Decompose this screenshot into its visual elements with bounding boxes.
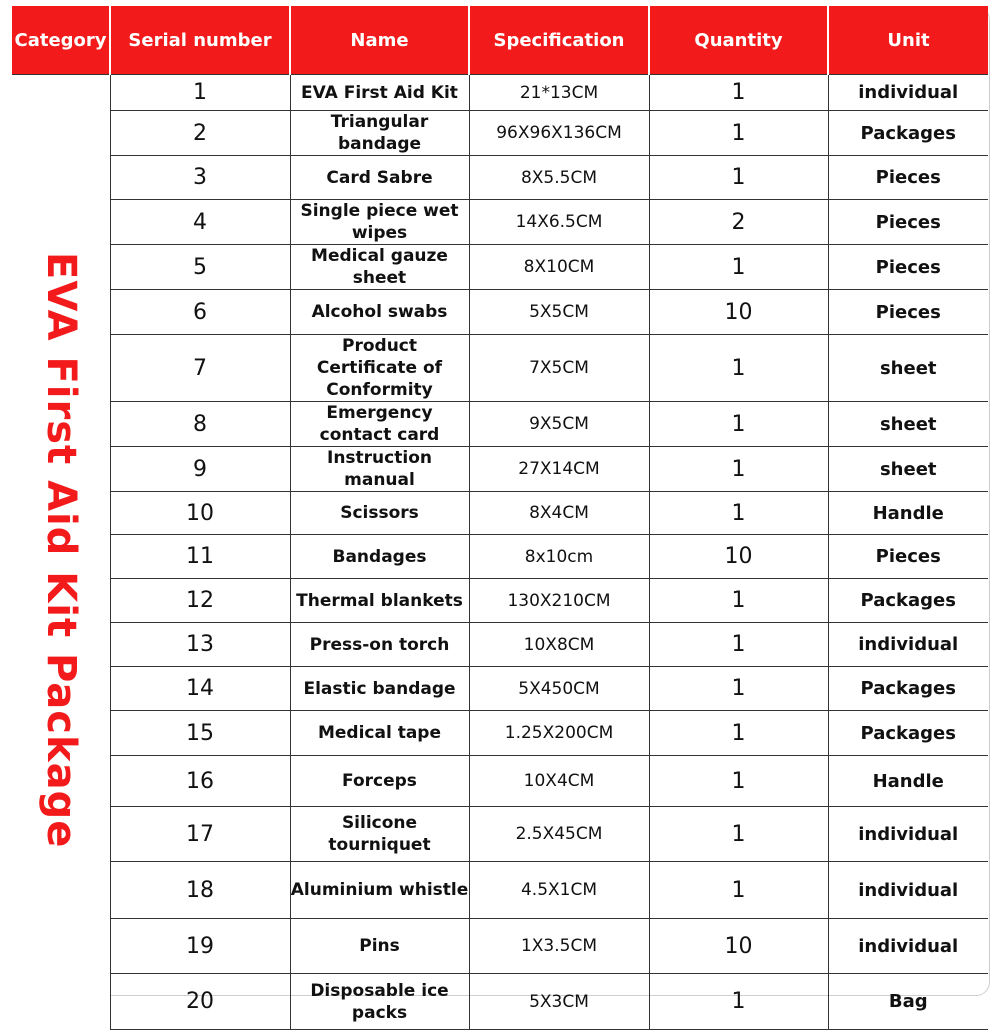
specification-cell: 10X8CM <box>469 623 649 667</box>
unit-cell: sheet <box>828 402 988 447</box>
serial-number-cell: 5 <box>110 245 290 290</box>
product-table <box>12 6 988 1030</box>
unit-cell: Pieces <box>828 200 988 245</box>
quantity-cell: 1 <box>649 756 828 807</box>
unit-cell: Pieces <box>828 156 988 200</box>
header-unit: Unit <box>828 6 988 75</box>
name-cell: Press-on torch <box>290 623 469 667</box>
specification-cell: 8X4CM <box>469 492 649 535</box>
specification-cell: 1X3.5CM <box>469 919 649 974</box>
table-row <box>12 579 988 623</box>
table-row <box>12 862 988 919</box>
unit-cell: Packages <box>828 111 988 156</box>
name-cell: Emergency contact card <box>290 402 469 447</box>
serial-number-cell: 20 <box>110 974 290 1030</box>
table-row <box>12 245 988 290</box>
serial-number-cell: 14 <box>110 667 290 711</box>
serial-number-cell: 1 <box>110 75 290 111</box>
header-category: Category <box>12 6 110 75</box>
name-cell: Single piece wet wipes <box>290 200 469 245</box>
quantity-cell: 1 <box>649 335 828 402</box>
name-cell: Medical tape <box>290 711 469 756</box>
quantity-cell: 1 <box>649 711 828 756</box>
unit-cell: sheet <box>828 335 988 402</box>
quantity-cell: 1 <box>649 111 828 156</box>
quantity-cell: 1 <box>649 667 828 711</box>
category-label: EVA First Aid Kit Package <box>37 252 84 849</box>
name-cell: Instruction manual <box>290 447 469 492</box>
unit-cell: Packages <box>828 579 988 623</box>
specification-cell: 10X4CM <box>469 756 649 807</box>
table-row <box>12 756 988 807</box>
table-row <box>12 111 988 156</box>
table-row <box>12 447 988 492</box>
name-cell: Alcohol swabs <box>290 290 469 335</box>
quantity-cell: 1 <box>649 402 828 447</box>
serial-number-cell: 19 <box>110 919 290 974</box>
header-serial-number: Serial number <box>110 6 290 75</box>
unit-cell: Packages <box>828 667 988 711</box>
table-row <box>12 623 988 667</box>
table-row <box>12 200 988 245</box>
header-name: Name <box>290 6 469 75</box>
unit-cell: individual <box>828 75 988 111</box>
table-row <box>12 974 988 1030</box>
quantity-cell: 1 <box>649 579 828 623</box>
unit-cell: Pieces <box>828 245 988 290</box>
quantity-cell: 1 <box>649 156 828 200</box>
table-row <box>12 402 988 447</box>
unit-cell: Bag <box>828 974 988 1030</box>
table-row <box>12 156 988 200</box>
name-cell: Product Certificate of Conformity <box>290 335 469 402</box>
unit-cell: Pieces <box>828 535 988 579</box>
name-cell: Thermal blankets <box>290 579 469 623</box>
table-row <box>12 75 988 111</box>
unit-cell: Handle <box>828 756 988 807</box>
name-cell: Bandages <box>290 535 469 579</box>
name-cell: Silicone tourniquet <box>290 807 469 862</box>
name-cell: Disposable ice packs <box>290 974 469 1030</box>
quantity-cell: 1 <box>649 447 828 492</box>
specification-cell: 8X10CM <box>469 245 649 290</box>
quantity-cell: 1 <box>649 807 828 862</box>
table-row <box>12 492 988 535</box>
serial-number-cell: 6 <box>110 290 290 335</box>
table-row <box>12 667 988 711</box>
specification-cell: 96X96X136CM <box>469 111 649 156</box>
quantity-cell: 1 <box>649 75 828 111</box>
table-row <box>12 711 988 756</box>
specification-cell: 21*13CM <box>469 75 649 111</box>
serial-number-cell: 11 <box>110 535 290 579</box>
name-cell: Aluminium whistle <box>290 862 469 919</box>
specification-cell: 8X5.5CM <box>469 156 649 200</box>
table-row <box>12 290 988 335</box>
specification-cell: 5X5CM <box>469 290 649 335</box>
specification-cell: 130X210CM <box>469 579 649 623</box>
name-cell: Pins <box>290 919 469 974</box>
specification-cell: 7X5CM <box>469 335 649 402</box>
serial-number-cell: 8 <box>110 402 290 447</box>
table-row <box>12 919 988 974</box>
name-cell: Medical gauze sheet <box>290 245 469 290</box>
quantity-cell: 1 <box>649 974 828 1030</box>
name-cell: Scissors <box>290 492 469 535</box>
unit-cell: Packages <box>828 711 988 756</box>
specification-cell: 4.5X1CM <box>469 862 649 919</box>
serial-number-cell: 13 <box>110 623 290 667</box>
specification-cell: 5X3CM <box>469 974 649 1030</box>
unit-cell: Handle <box>828 492 988 535</box>
table-frame <box>12 6 990 1023</box>
unit-cell: Pieces <box>828 290 988 335</box>
serial-number-cell: 15 <box>110 711 290 756</box>
specification-cell: 2.5X45CM <box>469 807 649 862</box>
serial-number-cell: 7 <box>110 335 290 402</box>
specification-cell: 8x10cm <box>469 535 649 579</box>
table-row <box>12 535 988 579</box>
name-cell: Triangular bandage <box>290 111 469 156</box>
quantity-cell: 1 <box>649 492 828 535</box>
serial-number-cell: 12 <box>110 579 290 623</box>
specification-cell: 5X450CM <box>469 667 649 711</box>
serial-number-cell: 9 <box>110 447 290 492</box>
unit-cell: individual <box>828 862 988 919</box>
serial-number-cell: 4 <box>110 200 290 245</box>
table-row <box>12 807 988 862</box>
quantity-cell: 1 <box>649 245 828 290</box>
serial-number-cell: 17 <box>110 807 290 862</box>
header-specification: Specification <box>469 6 649 75</box>
category-cell <box>12 75 110 1030</box>
specification-cell: 9X5CM <box>469 402 649 447</box>
table-row <box>12 335 988 402</box>
unit-cell: individual <box>828 623 988 667</box>
specification-cell: 27X14CM <box>469 447 649 492</box>
quantity-cell: 1 <box>649 862 828 919</box>
quantity-cell: 10 <box>649 290 828 335</box>
name-cell: Forceps <box>290 756 469 807</box>
specification-cell: 14X6.5CM <box>469 200 649 245</box>
specification-cell: 1.25X200CM <box>469 711 649 756</box>
serial-number-cell: 16 <box>110 756 290 807</box>
header-quantity: Quantity <box>649 6 828 75</box>
quantity-cell: 2 <box>649 200 828 245</box>
name-cell: Elastic bandage <box>290 667 469 711</box>
name-cell: EVA First Aid Kit <box>290 75 469 111</box>
serial-number-cell: 18 <box>110 862 290 919</box>
quantity-cell: 10 <box>649 919 828 974</box>
quantity-cell: 1 <box>649 623 828 667</box>
unit-cell: individual <box>828 807 988 862</box>
header-row <box>12 6 988 75</box>
unit-cell: individual <box>828 919 988 974</box>
serial-number-cell: 10 <box>110 492 290 535</box>
serial-number-cell: 3 <box>110 156 290 200</box>
serial-number-cell: 2 <box>110 111 290 156</box>
quantity-cell: 10 <box>649 535 828 579</box>
name-cell: Card Sabre <box>290 156 469 200</box>
unit-cell: sheet <box>828 447 988 492</box>
